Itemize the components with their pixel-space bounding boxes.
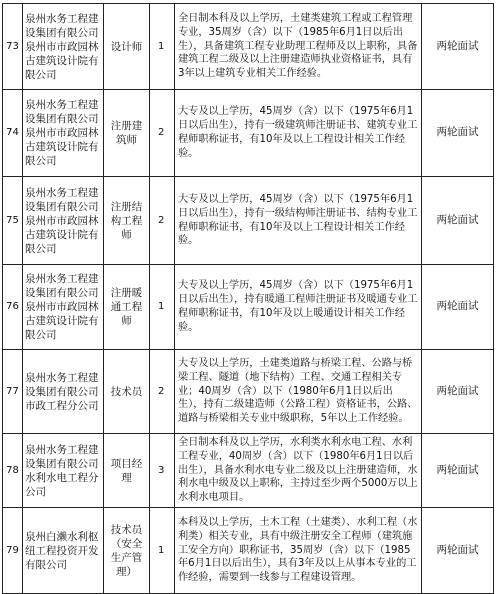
position-title: 设计师 bbox=[104, 4, 150, 90]
job-requirements: 大专及以上学历，45周岁（含）以下（1975年6月1日以后出生），持有一级结构师注册证书、结构专业工程师职称证书，有10年及以上工程设计相关工作经验。 bbox=[175, 177, 422, 265]
job-requirements: 全日制本科及以上学历，土建类建筑工程或工程管理专业，35周岁（含）以下（1985年6月1日以后出生），具备建筑工程专业助理工程师及以上职称，具备建筑工程二级及以上注册建造师执业资格证书，具有3年以上建筑专业相关工作经验。 bbox=[175, 4, 422, 90]
headcount: 1 bbox=[150, 4, 175, 90]
job-requirements: 大专及以上学历，45周岁（含）以下（1975年6月1日以后出生），持有一级建筑师注册证书、建筑专业工程师职称证书，有10年及以上工程设计相关工作经验。 bbox=[175, 90, 422, 177]
row-number: 78 bbox=[3, 434, 23, 508]
row-number: 73 bbox=[3, 4, 23, 90]
selection-method: 两轮面试 bbox=[422, 90, 494, 177]
row-number: 74 bbox=[3, 90, 23, 177]
hiring-unit: 泉州水务工程建设集团有限公司水利水电工程分公司 bbox=[23, 434, 104, 508]
hiring-unit: 泉州水务工程建设集团有限公司泉州市市政园林古建筑设计院有限公司 bbox=[23, 177, 104, 265]
row-number: 75 bbox=[3, 177, 23, 265]
hiring-unit: 泉州水务工程建设集团有限公司泉州市市政园林古建筑设计院有限公司 bbox=[23, 265, 104, 350]
table-row bbox=[3, 350, 494, 434]
selection-method: 两轮面试 bbox=[422, 350, 494, 434]
hiring-unit: 泉州水务工程建设集团有限公司泉州市市政园林古建筑设计院有限公司 bbox=[23, 4, 104, 90]
selection-method: 两轮面试 bbox=[422, 265, 494, 350]
table-row bbox=[3, 508, 494, 594]
table-row bbox=[3, 4, 494, 90]
job-requirements: 大专及以上学历，45周岁（含）以下（1975年6月1日以后出生），持有暖通工程师注册证书及暖通专业工程师职称证书，有10年及以上暖通设计相关工作经验。 bbox=[175, 265, 422, 350]
position-title: 技术员（安全生产管理） bbox=[104, 508, 150, 594]
recruitment-table bbox=[2, 3, 494, 594]
headcount: 2 bbox=[150, 177, 175, 265]
selection-method: 两轮面试 bbox=[422, 4, 494, 90]
job-requirements: 全日制本科及以上学历，水利类水利水电工程、水利工程专业，40周岁（含）以下（1980年6月1日以后出生），具备水利水电专业二级及以上注册建造师，水利水电中级及以上职称，主持过至少两个5000万以上水利水电项目。 bbox=[175, 434, 422, 508]
headcount: 1 bbox=[150, 265, 175, 350]
table-row bbox=[3, 434, 494, 508]
selection-method: 两轮面试 bbox=[422, 177, 494, 265]
hiring-unit: 泉州白濑水利枢纽工程投资开发有限公司 bbox=[23, 508, 104, 594]
position-title: 注册建筑师 bbox=[104, 90, 150, 177]
position-title: 技术员 bbox=[104, 350, 150, 434]
headcount: 2 bbox=[150, 90, 175, 177]
table-row bbox=[3, 177, 494, 265]
row-number: 79 bbox=[3, 508, 23, 594]
table-row bbox=[3, 265, 494, 350]
selection-method: 两轮面试 bbox=[422, 508, 494, 594]
row-number: 76 bbox=[3, 265, 23, 350]
position-title: 项目经理 bbox=[104, 434, 150, 508]
headcount: 3 bbox=[150, 434, 175, 508]
job-requirements: 大专及以上学历，土建类道路与桥梁工程、公路与桥梁工程、隧道（地下结构）工程、交通工程相关专业；40周岁（含）以下（1980年6月1日以后出生），持有二级建造师（公路工程）资格证书，公路、道路与桥梁相关专业中级职称，5年以上工作经验。 bbox=[175, 350, 422, 434]
selection-method: 两轮面试 bbox=[422, 434, 494, 508]
position-title: 注册暖通工程师 bbox=[104, 265, 150, 350]
hiring-unit: 泉州水务工程建设集团有限公司市政工程分公司 bbox=[23, 350, 104, 434]
table-row bbox=[3, 90, 494, 177]
row-number: 77 bbox=[3, 350, 23, 434]
job-requirements: 本科及以上学历，土木工程（土建类）、水利工程（水利类）相关专业，具有中级注册安全工程师（建筑施工安全方向）职称证书，35周岁（含）以下（1985年6月1日以后出生），具有3年及以上从事本专业的工作经验，需要到一线参与工程建设管理。 bbox=[175, 508, 422, 594]
hiring-unit: 泉州水务工程建设集团有限公司泉州市市政园林古建筑设计院有限公司 bbox=[23, 90, 104, 177]
position-title: 注册结构工程师 bbox=[104, 177, 150, 265]
headcount: 2 bbox=[150, 350, 175, 434]
headcount: 1 bbox=[150, 508, 175, 594]
recruitment-table-container bbox=[2, 3, 493, 594]
